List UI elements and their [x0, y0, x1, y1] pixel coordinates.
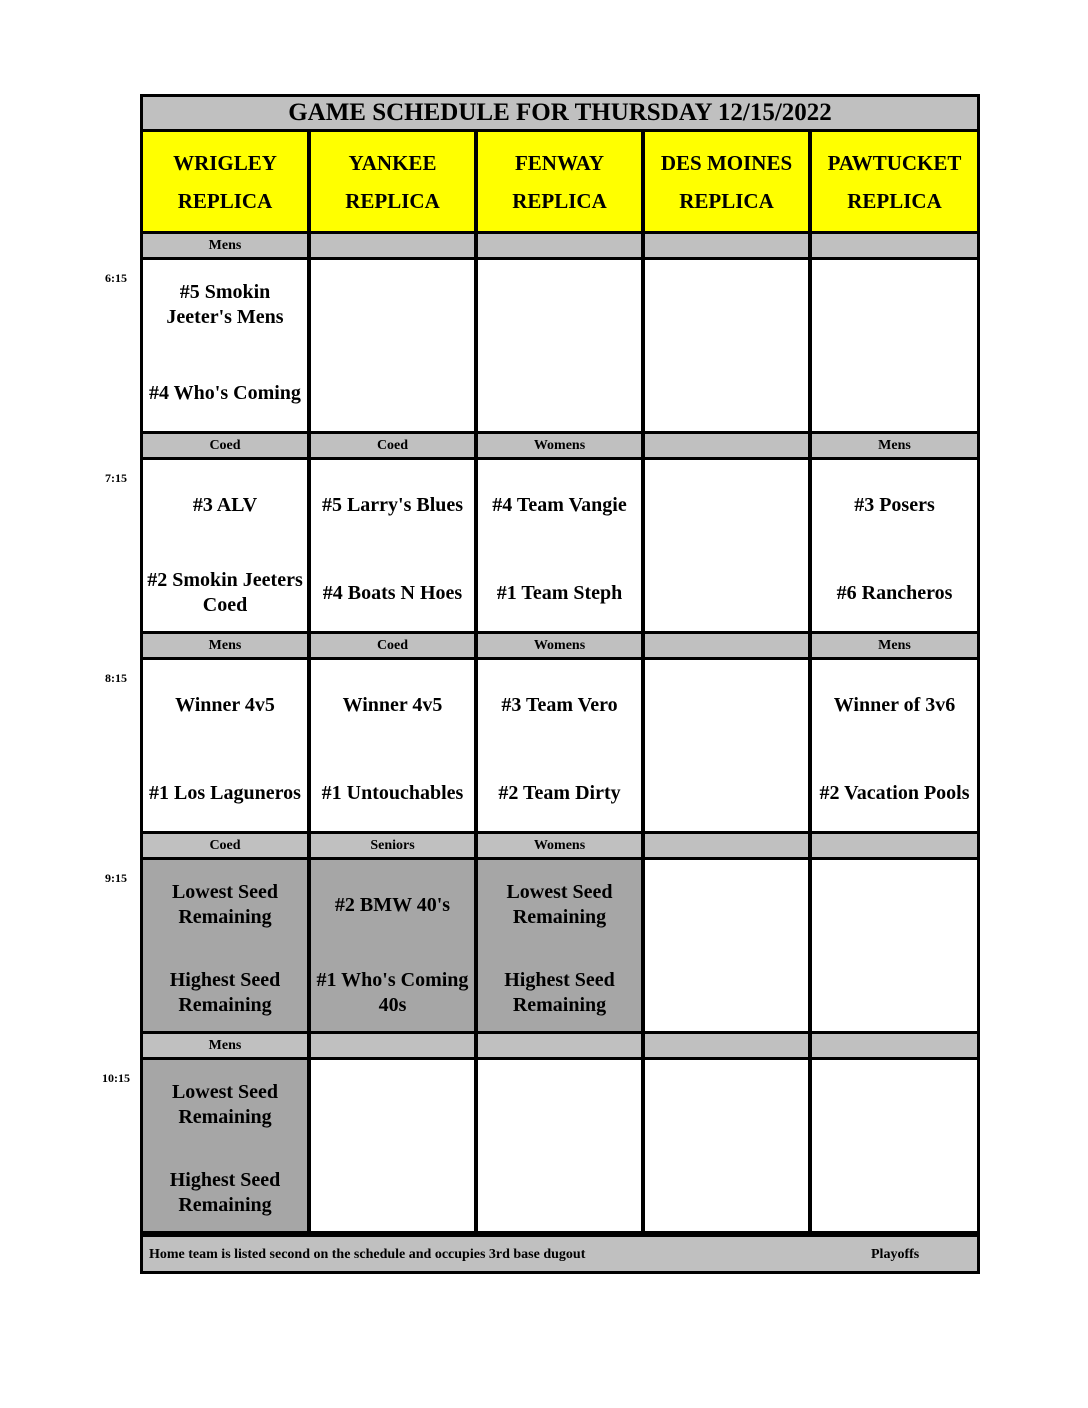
game-cell — [478, 660, 641, 831]
field-subtitle: REPLICA — [345, 188, 440, 213]
division-label: Coed — [311, 634, 474, 657]
time-label: 10:15 — [102, 1071, 130, 1085]
home-team — [478, 1165, 641, 1221]
game-cell — [143, 460, 307, 631]
field-name: YANKEE — [348, 150, 437, 175]
home-team — [311, 365, 474, 421]
game-cell — [478, 260, 641, 431]
away-team — [645, 277, 808, 333]
field-header-wrigley — [143, 132, 307, 231]
game-cell — [645, 660, 808, 831]
division-label — [812, 1034, 977, 1057]
away-team: Winner 4v5 — [175, 693, 275, 716]
away-team — [478, 1077, 641, 1133]
away-team: #3 Team Vero — [501, 693, 618, 716]
division-label: Coed — [143, 434, 307, 457]
home-team: #1 Who's Coming 40s — [316, 969, 469, 1016]
division-label — [311, 1034, 474, 1057]
away-team — [812, 1077, 977, 1133]
division-label — [645, 634, 808, 657]
division-label: Womens — [478, 634, 641, 657]
away-team — [645, 477, 808, 533]
home-team: #1 Untouchables — [321, 781, 464, 804]
away-team: Lowest Seed Remaining — [506, 881, 613, 928]
game-cell — [311, 260, 474, 431]
game-cell — [143, 1060, 307, 1231]
game-cell — [812, 860, 977, 1031]
field-header-pawtucket — [812, 132, 977, 231]
division-label — [645, 834, 808, 857]
away-team: #3 Posers — [854, 493, 935, 516]
away-team — [645, 1077, 808, 1133]
home-team — [645, 565, 808, 621]
game-cell — [311, 860, 474, 1031]
home-team: Highest Seed Remaining — [504, 969, 615, 1016]
field-header-yankee — [311, 132, 474, 231]
home-team: #2 Smokin Jeeters Coed — [147, 569, 303, 616]
field-name: WRIGLEY — [173, 150, 277, 175]
home-team — [645, 765, 808, 821]
division-label — [812, 834, 977, 857]
game-cell — [478, 460, 641, 631]
away-team — [478, 277, 641, 333]
division-label — [478, 234, 641, 257]
game-cell — [311, 460, 474, 631]
away-team: Lowest Seed Remaining — [171, 881, 279, 928]
field-subtitle: REPLICA — [679, 188, 774, 213]
home-team — [812, 1165, 977, 1221]
away-team — [645, 677, 808, 733]
away-team — [311, 277, 474, 333]
away-team: #2 BMW 40's — [334, 893, 451, 916]
schedule-title: GAME SCHEDULE FOR THURSDAY 12/15/2022 — [143, 97, 977, 129]
home-team: Highest Seed Remaining — [169, 1169, 281, 1216]
game-cell — [478, 860, 641, 1031]
division-label — [478, 1034, 641, 1057]
field-subtitle: REPLICA — [177, 188, 273, 213]
away-team: #3 ALV — [192, 493, 258, 516]
home-team — [645, 965, 808, 1021]
division-label: Seniors — [311, 834, 474, 857]
home-team: #4 Boats N Hoes — [322, 581, 463, 604]
division-label: Mens — [143, 1034, 307, 1057]
division-label — [645, 234, 808, 257]
home-team-note: Home team is listed second on the schedule and occupies 3rd base dugout — [149, 1247, 586, 1262]
away-team: Lowest Seed Remaining — [171, 1081, 279, 1128]
home-team: #2 Team Dirty — [498, 781, 621, 804]
game-cell — [812, 260, 977, 431]
away-team — [812, 277, 977, 333]
game-cell — [478, 1060, 641, 1231]
field-subtitle: REPLICA — [512, 188, 607, 213]
time-label: 6:15 — [105, 271, 127, 285]
division-label: Coed — [143, 834, 307, 857]
division-label: Mens — [143, 234, 307, 257]
away-team: #5 Larry's Blues — [321, 493, 464, 516]
division-label — [645, 1034, 808, 1057]
division-label — [812, 234, 977, 257]
game-cell — [812, 460, 977, 631]
field-subtitle: REPLICA — [847, 188, 942, 213]
home-team: Highest Seed Remaining — [169, 969, 281, 1016]
home-team: #6 Rancheros — [836, 581, 953, 604]
schedule-footer — [143, 1237, 977, 1271]
home-team — [645, 365, 808, 421]
playoffs-label: Playoffs — [871, 1247, 920, 1262]
division-label: Coed — [311, 434, 474, 457]
away-team — [812, 877, 977, 933]
game-cell — [311, 1060, 474, 1231]
home-team — [311, 1165, 474, 1221]
field-name: PAWTUCKET — [827, 150, 962, 175]
division-label: Mens — [143, 634, 307, 657]
division-label: Womens — [478, 834, 641, 857]
home-team: #1 Los Laguneros — [149, 781, 301, 804]
field-header-des-moines — [645, 132, 808, 231]
game-cell — [645, 1060, 808, 1231]
game-cell — [311, 660, 474, 831]
division-label: Mens — [812, 434, 977, 457]
game-cell — [812, 660, 977, 831]
game-cell — [143, 260, 307, 431]
time-label: 8:15 — [105, 671, 127, 685]
home-team — [645, 1165, 808, 1221]
time-label: 9:15 — [105, 871, 127, 885]
away-team — [645, 877, 808, 933]
game-cell — [143, 660, 307, 831]
away-team — [311, 1077, 474, 1133]
away-team: #4 Team Vangie — [492, 493, 627, 516]
home-team — [812, 365, 977, 421]
home-team: #4 Who's Coming — [149, 381, 301, 404]
division-label: Mens — [812, 634, 977, 657]
game-cell — [645, 460, 808, 631]
game-cell — [812, 1060, 977, 1231]
division-label — [311, 234, 474, 257]
schedule-table — [140, 94, 980, 1274]
game-cell — [645, 860, 808, 1031]
field-header-fenway — [478, 132, 641, 231]
home-team: #2 Vacation Pools — [819, 781, 970, 804]
away-team: Winner of 3v6 — [833, 693, 956, 716]
away-team: #5 Smokin Jeeter's Mens — [166, 281, 284, 328]
home-team — [812, 965, 977, 1021]
away-team: Winner 4v5 — [342, 693, 443, 716]
home-team — [478, 365, 641, 421]
field-name: FENWAY — [514, 150, 605, 175]
time-label: 7:15 — [105, 471, 127, 485]
division-label: Womens — [478, 434, 641, 457]
division-label — [645, 434, 808, 457]
field-name: DES MOINES — [660, 150, 793, 175]
home-team: #1 Team Steph — [496, 581, 623, 604]
game-cell — [645, 260, 808, 431]
game-cell — [143, 860, 307, 1031]
